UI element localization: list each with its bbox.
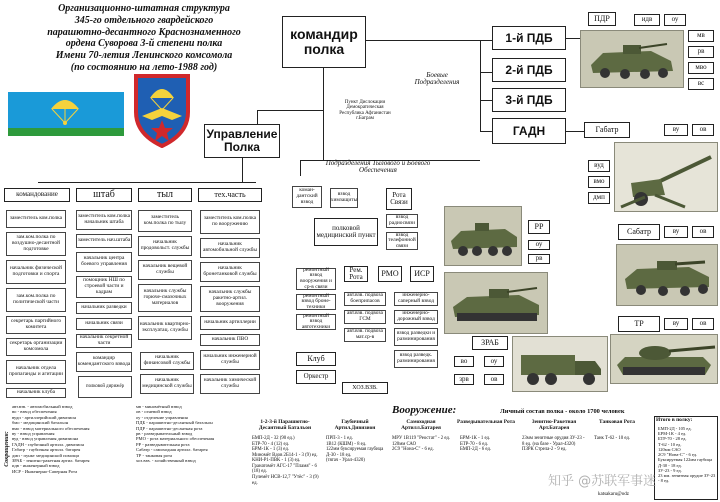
credit: katsakaru@odz [598,492,629,497]
pdb3-box: 3-й ПДБ [492,88,566,112]
legend-right: мв - миномётный взвод ов - огневой взвод оу - отделение управления ПДБ - парашютно-десантный батальон ПДР - парашютно-десантная рота рв - разведывательный взвод РМО - рота материального обеспечения РР - разведывательная рота Сабатр - самоходная артилл. батарея ТР - танковая рота хоз.взв. - хозяйственный взвод [136,404,215,464]
shtab-item: помощник НШ по строевой части и кадрам [76,276,132,298]
engineer-vzvod: взвод разведки и разминирования [394,328,438,346]
zrab-zrv-box: зрв [454,374,474,385]
deployment-line: Демократическая [346,105,384,111]
nona-photo [616,244,718,306]
radio-vzvod: взвод радиосвязи [386,214,418,228]
tyl-item: начальник квартирно-эксплуатац. службы [138,316,192,340]
vs-box: вс [688,78,714,90]
rr-box: РР [528,220,550,234]
teh-item: начальник службы ракетно-артил. вооружения [200,286,260,312]
title-line: парашютно-десантного Краснознаменного [47,26,241,38]
telephone-vzvod: взвод телефонной связи [386,232,418,250]
legend-left: авт.взв. - автомобильный взвод во - взвод обеспечения вудп - артиллерийский дивизион бмо - медицинский батальон вмо - взвод материального обеспечения ву - взвод управления вуд - взвод управления дивизиона ГАДН - гаубичный артилл. дивизион Габатр - гаубичная артилл. батарея дмп - пункт медицинской помощи ЗРАБ - зенитно-ракетная артил. батарея идв - инженерный взвод ИСР - Инженерно-Саперная Рота [12,404,90,474]
vud-box: вуд [588,160,610,172]
medical-point-box: полковой медицинский пункт [314,218,378,246]
tr-box: ТР [618,316,660,332]
klub-box: Клуб [296,352,336,366]
rr-ou-box: оу [528,240,550,250]
pdr-box: ПДР [588,12,616,26]
gabatr-vu-box: ву [664,124,688,136]
bmp-photo [580,30,684,88]
armament-col-head: Гаубичный Артил.Дивизион [334,419,376,431]
vmo-box: вмо [588,176,610,188]
armament-col-head: Итого в полку: [656,417,693,423]
legend-side-label: Сокращения: [4,431,10,467]
title-line: 345-го отдельного гвардейского [74,14,214,26]
teh-item: начальник бронетанковой службы [200,262,260,282]
dept-shtab: штаб [76,188,132,202]
ou-box: оу [664,14,686,26]
mv-box: мв [688,30,714,42]
dept-tyl: тыл [138,188,192,202]
armament-col-head: Зенитно-Ракетная Арт.Батарея [531,419,577,431]
armament-title: Вооружение: [392,404,457,416]
repair-vzvod: ремонтный взвод вооружения и ср-в связи [296,268,336,290]
armament-col-head: Разведывательная Рота [457,419,515,425]
hoz-vzvod-box: ХОЗ.ВЗВ. [342,382,388,394]
kom-item: секретарь организации комсомола [6,338,66,356]
rota-svyazi-box: Рота Связи [386,188,412,210]
pdb1-box: 1-й ПДБ [492,26,566,50]
kom-item: начальник отдела пропаганды и агитации [6,360,66,384]
service-chief: начальник финансовой службы [140,352,194,370]
armament-col-body: БРМ-1К - 1 ед. БТР-70 - 6 ед. БМП-2Д - 6 ед. [460,436,492,453]
zrab-ov-box: ов [484,374,504,385]
rv-box: рв [688,46,714,58]
armament-col-body: Танк Т-62 - 10 ед. [594,436,631,441]
title-line: Организационно-штатная структура [58,3,230,14]
gabatr-ov-box: ов [692,124,714,136]
zrab-box: ЗРАБ [472,336,508,350]
sabatr-box: Сабатр [618,224,660,240]
kom-item: зам.ком.полка по воздушно-десантной подготовке [6,232,66,256]
tr-vu-box: ву [664,318,688,330]
shtab-item: заместитель ком.полка начальник штаба [76,210,132,230]
title-line: ордена Суворова 3-й степени полка [65,38,223,50]
shtab-item: командир комендантского взвода [76,352,132,372]
sabatr-vu-box: ву [664,226,688,238]
teh-item: начальник артиллерии [200,316,260,330]
kom-item: заместитель ком.полка [6,210,66,228]
deployment-note [330,100,400,121]
armament-col-body: БМП-2Д - 105 ед. БРМ-1К - 4 ед. БТР-70 - 28 ед. Т-62 - 10 ед. 120мм САО 2С9 "Нона-С" - 6 ед. Буксируемая 122мм гаубица Д-30 - 18 ед. ЗУ-23 - 9 ед. 23 мм. зенитная орудие ЗУ-23 - 8 ед. [658,426,716,484]
support-units-label: Подразделения Тылового и Боевого Обеспечения [325,159,431,175]
gabatr-box: Габатр [584,122,630,138]
personnel-note: Личный состав полка - около 1700 человек [500,408,625,415]
auto-vzvod: авт.взв. подвоза мат.ср-в [344,328,386,342]
tyl-item: начальник вещевой службы [138,260,192,280]
kom-item: зам.ком.полка по политической части [6,288,66,312]
title-line: Имени 70-летия Ленинского комсомола [55,50,233,62]
gadn-box: ГАДН [492,118,566,144]
teh-item: заместитель ком.полка по вооружению [200,210,260,234]
rmo-box: РМО [378,266,402,282]
auto-vzvod: авт.взв. подвоза ГСМ [344,310,386,324]
diagram-title [4,3,284,74]
deployment-line: г.Баграм [356,115,374,121]
regiment-commander-box: командир полка [282,16,366,68]
zrab-vo-box: во [454,356,474,367]
tyl-item: начальник продовольст. службы [138,236,192,256]
dept-komandovanie: командование [4,188,70,202]
tank-photo [610,334,718,384]
engineer-vzvod: инженерно-саперный взвод [394,292,438,306]
watermark: 知乎 @苏联军事迷 [548,474,657,489]
kom-item: секретарь партийного комитета [6,316,66,334]
armament-col-body: БМП-2Д - 32 (90 ед.) БТР-70 - 4 (12) ед. БРМ-1К - 1 (3) ед. Миномёт Вдов 2Б14-1 - 3 (9) ед. КНИ-Р1-ПВК - 1 (3) ед. Гранатомёт АГС-17 "Пламя" - 6 (18) ед. Пулемёт НСВ-12,7 "Утёс" - 3 (9) ед. [252,436,319,486]
repair-vzvod: ремонтный взвод броне-техники [296,294,336,310]
kom-item: начальник физической подготовки и спорта [6,260,66,284]
kom-item: начальник клуба [6,388,66,398]
isr-box: ИСР [410,266,434,282]
shtab-item: заместитель нач.штаба [76,234,132,248]
idv-box: идв [634,14,660,26]
zrab-ou-box: оу [484,356,504,367]
shtab-item: полковой дирижёр [78,376,132,398]
btr-photo [444,206,522,266]
engineer-vzvod: инженерно-дорожный взвод [394,310,438,324]
armament-col-head: Самоходная Артилл.Батарея [401,419,441,431]
armament-col-body: МРУ 1В119 "Реостат" - 2 ед. 120мм САО 2С9 "Нона-С" - 6 ед. [392,436,451,453]
auto-vzvod: авт.взв. подвоза боеприпасов [344,292,386,306]
shtab-item: начальник разведки [76,302,132,314]
tyl-item: начальник службы горюче-смазочных материалов [138,284,192,312]
deployment-line: Республика Афганистан [339,110,391,116]
dept-teh: тех.часть [198,188,262,202]
shield-emblem-icon [132,72,192,148]
himzaschita-vzvod: взвод химзащиты [330,188,358,208]
title-line: (по состоянию на лето-1988 год) [70,61,218,73]
komendant-vzvod: коман-дантский взвод [292,186,322,208]
service-chief: начальник инженерной службы [200,350,260,370]
shtab-item: начальник центра боевого управления [76,252,132,272]
vdv-flag [8,92,124,136]
orkestr-box: Оркестр [296,370,336,384]
repair-vzvod: ремонтный взвод автотехники [296,314,336,330]
rr-rv-box: рв [528,254,550,264]
teh-item: начальник ПВО [200,334,260,346]
tyl-item: заместитель ком.полка по тылу [138,210,192,232]
armament-col-head: 1-2-3-й Парашютно-Десантный Батальон [258,419,312,431]
pdb2-box: 2-й ПДБ [492,58,566,82]
sabatr-ov-box: ов [692,226,714,238]
armament-col-body: ПРП-3 - 1 ед. 1В12 (КШМ) - 8 ед. 122мм буксируемая гаубица Д-30 - 18 ед. (тягач - Урал-4320) [326,436,384,464]
dmp-box: дмп [588,192,610,204]
regiment-management-box: Управление Полка [204,124,280,158]
service-chief: начальник медицинской службы [140,374,194,394]
bmp2-photo [444,272,548,334]
combat-units-label: Боевые Подразделения [414,71,460,87]
rem-rota-box: Рем. Рота [344,266,368,282]
tr-ov-box: ов [692,318,714,330]
engineer-vzvod: взвод разведк. разминирования [394,350,438,368]
shtab-item: начальник секретной части [76,334,132,348]
armament-col-head: Танковая Рота [599,419,635,425]
service-chief: начальник химической службы [200,374,260,394]
deployment-line: Пункт Дислокации [344,100,386,105]
parachute-icon [48,95,82,127]
armament-col-body: 23мм зенитные орудия ЗУ-23 - 8 ед. (на базе - Урал-4320) ПЗРК Стрела-2 - 9 ед. [522,436,585,453]
truck-photo [512,336,608,392]
mvo-box: мво [688,62,714,74]
howitzer-photo [614,142,718,212]
teh-item: начальник автомобильной службы [200,238,260,258]
shtab-item: начальник связи [76,318,132,330]
